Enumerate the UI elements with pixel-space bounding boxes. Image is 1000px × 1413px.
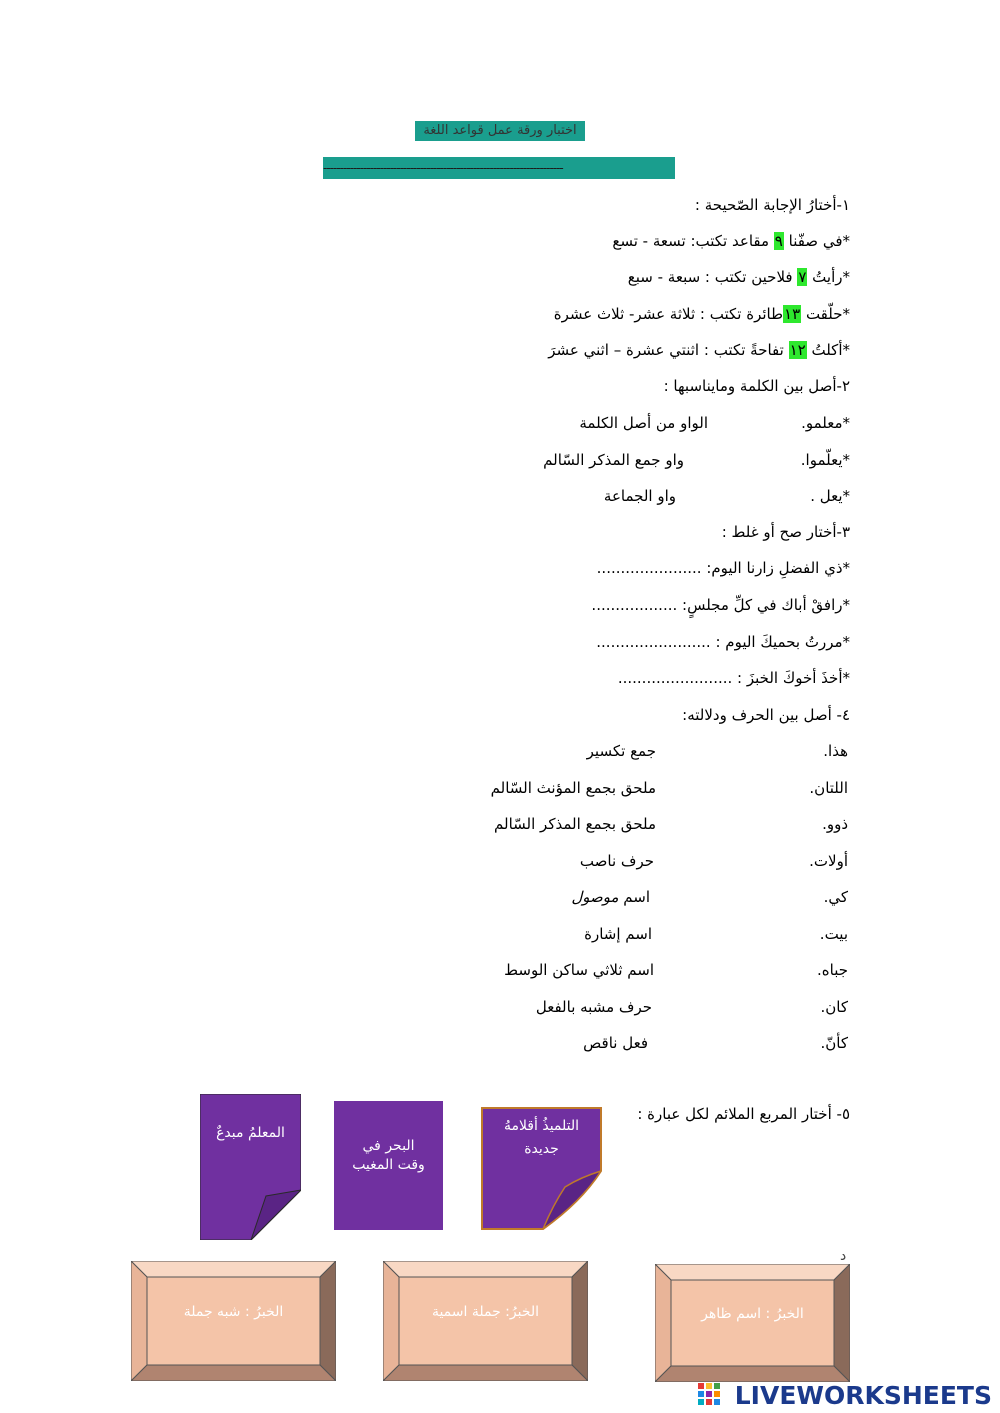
q4-word[interactable]: كي. (823, 888, 848, 906)
q2-heading: ٢-أصل بين الكلمة ومايناسبها : (663, 377, 850, 395)
number-highlight: ٧ (798, 268, 807, 286)
q4-match[interactable]: جمع تكسير (586, 742, 656, 760)
q3-item[interactable]: *مررتُ بحميكَ اليوم : ........................ (596, 633, 850, 651)
bevel-frame (131, 1261, 336, 1381)
q2-word[interactable]: *يعلّموا. (800, 451, 850, 469)
q4-match[interactable]: ملحق بجمع المذكر السّالم (494, 815, 656, 833)
logo-grid-icon (698, 1383, 720, 1405)
q4-heading: ٤- أصل بين الحرف ودلالته: (682, 706, 850, 724)
page-title: اختبار ورقة عمل قواعد اللغة (415, 121, 585, 141)
card-label: المعلمُ مبدعٌ (216, 1125, 285, 1141)
target-label: الخبرُ: جملة اسمية (431, 1304, 540, 1320)
q4-word[interactable]: بيت. (819, 925, 848, 943)
q4-word[interactable]: كأنّ. (820, 1034, 848, 1052)
q4-match[interactable]: اسم موصول (571, 888, 650, 906)
card-label: وقت المغيب (352, 1157, 425, 1173)
q3-item[interactable]: *ذي الفضلِ زارنا اليوم: ...................... (596, 559, 850, 577)
q1-item: *أكلتُ ١٢ تفاحةً تكتب : اثنتي عشرة – اثني عشرَ (548, 341, 850, 359)
q4-word[interactable]: أولات. (809, 852, 848, 870)
q3-heading: ٣-أختار صح أو غلط : (721, 523, 850, 541)
number-highlight: ١٣ (784, 305, 801, 323)
bevel-frame (383, 1261, 588, 1381)
q1-item: *حلّقت ١٣طائرة تكتب : ثلاثة عشر- ثلاث عشرة (553, 305, 850, 323)
q2-match[interactable]: واو الجماعة (603, 487, 676, 505)
target-label: الخبرُ : اسم ظاهر (701, 1306, 804, 1322)
q3-item[interactable]: *أخذَ أخوكَ الخبزَ : ........................ (617, 669, 850, 687)
target-label: الخبرُ : شبه جملة (183, 1304, 284, 1320)
q1-item: *رأيتُ ٧ فلاحين تكتب : سبعة - سبع (627, 268, 850, 286)
draggable-card[interactable] (334, 1101, 443, 1230)
number-highlight: ١٢ (789, 341, 806, 359)
stray-mark: د (840, 1248, 847, 1264)
q4-match[interactable]: اسم ثلاثي ساكن الوسط (504, 961, 654, 979)
draggable-card[interactable] (200, 1094, 301, 1240)
q4-word[interactable]: ذوو. (822, 815, 848, 833)
drop-target[interactable] (383, 1261, 588, 1381)
q4-match[interactable]: ملحق بجمع المؤنث السّالم (490, 779, 656, 797)
title-divider: ------------------------------------------------------------------------ (323, 157, 675, 179)
card-shape (200, 1094, 301, 1240)
drop-target[interactable] (131, 1261, 336, 1381)
q2-match[interactable]: واو جمع المذكر السّالم (543, 451, 684, 469)
liveworksheets-logo-icon (698, 1383, 720, 1405)
bevel-frame (655, 1264, 850, 1382)
number-highlight: ٩ (774, 232, 783, 250)
card-label: التلميذُ أقلامهُ (503, 1118, 580, 1134)
drop-target[interactable] (655, 1264, 850, 1382)
q4-word[interactable]: هذا. (823, 742, 848, 760)
q2-word[interactable]: *معلمو. (801, 414, 850, 432)
liveworksheets-logo-text: LIVEWORKSHEETS (734, 1381, 992, 1410)
q3-item[interactable]: *رافقْ أباك في كلِّ مجلسٍ: .................. (591, 596, 850, 614)
q1-item: *في صفّنا ٩ مقاعد تكتب: تسعة - تسع (612, 232, 850, 250)
q4-match[interactable]: فعل ناقص (583, 1034, 648, 1052)
q4-word[interactable]: كان. (820, 998, 848, 1016)
q2-word[interactable]: *يعل . (810, 487, 850, 505)
q4-word[interactable]: اللتان. (809, 779, 848, 797)
q2-match[interactable]: الواو من أصل الكلمة (579, 414, 708, 432)
q4-match[interactable]: حرف ناصب (579, 852, 654, 870)
q4-word[interactable]: جباه. (817, 961, 848, 979)
q4-match[interactable]: اسم إشارة (584, 925, 652, 943)
q1-heading: ١-أختارُ الإجابة الصّحيحة : (694, 196, 850, 214)
q5-heading: ٥- أختار المربع الملائم لكل عبارة : (637, 1105, 850, 1123)
draggable-card[interactable] (481, 1107, 602, 1230)
card-label: جديدة (524, 1141, 559, 1157)
q4-match[interactable]: حرف مشبه بالفعل (535, 998, 652, 1016)
card-label: البحر في (362, 1138, 415, 1154)
